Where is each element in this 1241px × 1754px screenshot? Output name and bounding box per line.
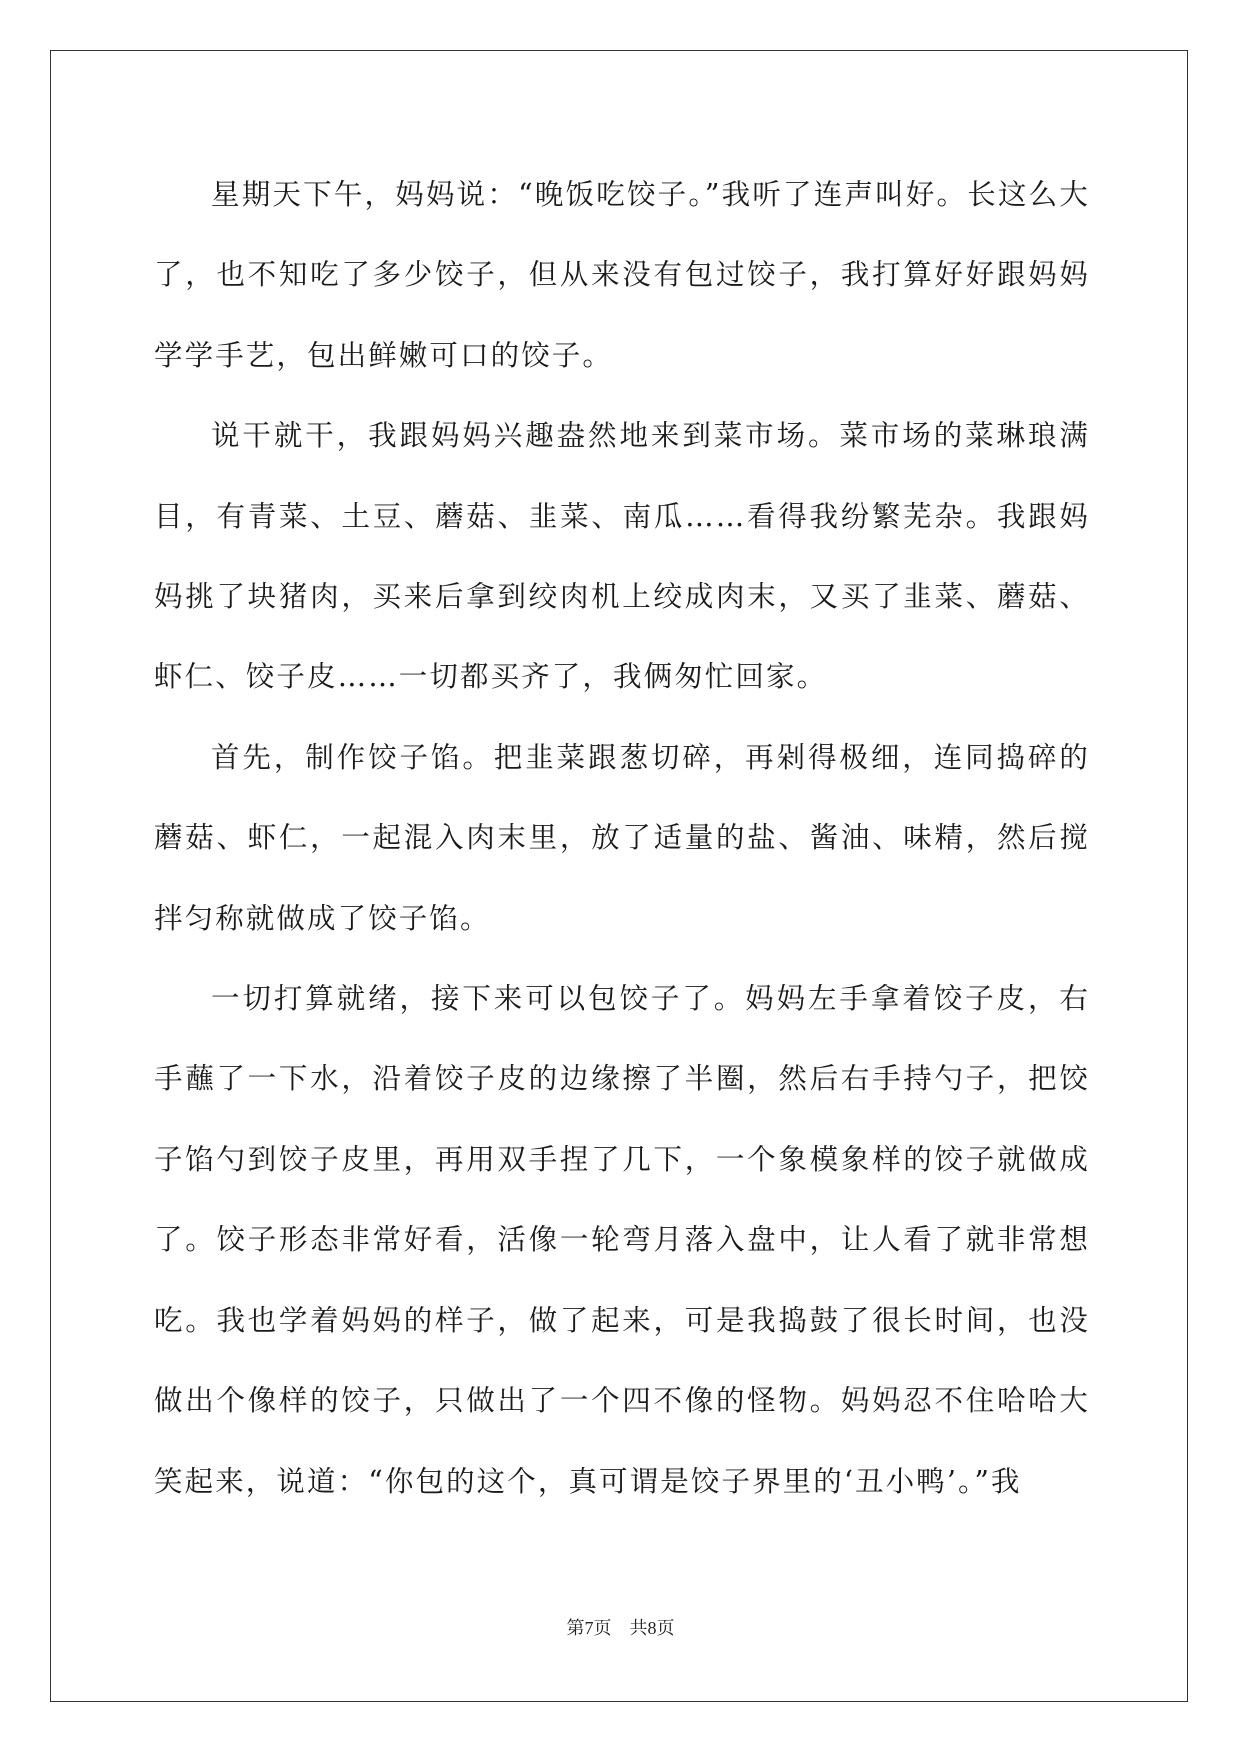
paragraph: 一切打算就绪，接下来可以包饺子了。妈妈左手拿着饺子皮，右手蘸了一下水，沿着饺子皮的边缘擦了半圈，然后右手持勺子，把饺子馅勺到饺子皮里，再用双手捏了几下，一个象模象样的饺子就做成了。饺子形态非常好看，活像一轮弯月落入盘中，让人看了就非常想吃。我也学着妈妈的样子，做了起来，可是我捣鼓了很长时间，也没做出个像样的饺子，只做出了一个四不像的怪物。妈妈忍不住哈哈大笑起来，说道：“你包的这个，真可谓是饺子界里的‘丑小鸭’。”我 bbox=[154, 982, 1090, 1498]
page-footer bbox=[0, 1614, 1241, 1640]
paragraph: 说干就干，我跟妈妈兴趣盎然地来到菜市场。菜市场的菜琳琅满目，有青菜、土豆、蘑菇、韭菜、南瓜……看得我纷繁芜杂。我跟妈妈挑了块猪肉，买来后拿到绞肉机上绞成肉末，又买了韭菜、蘑菇、虾仁、饺子皮……一切都买齐了，我俩匆忙回家。 bbox=[154, 419, 1090, 694]
paragraph: 首先，制作饺子馅。把韭菜跟葱切碎，再剁得极细，连同捣碎的蘑菇、虾仁，一起混入肉末里，放了适量的盐、酱油、味精，然后搅拌匀称就做成了饺子馅。 bbox=[154, 740, 1090, 935]
paragraph: 星期天下午，妈妈说：“晚饭吃饺子。”我听了连声叫好。长这么大了，也不知吃了多少饺子，但从来没有包过饺子，我打算好好跟妈妈学学手艺，包出鲜嫩可口的饺子。 bbox=[154, 178, 1090, 372]
page-number-total: 共8页 bbox=[629, 1618, 675, 1638]
document-body bbox=[154, 155, 1090, 1522]
page-number-current: 第7页 bbox=[566, 1618, 612, 1638]
